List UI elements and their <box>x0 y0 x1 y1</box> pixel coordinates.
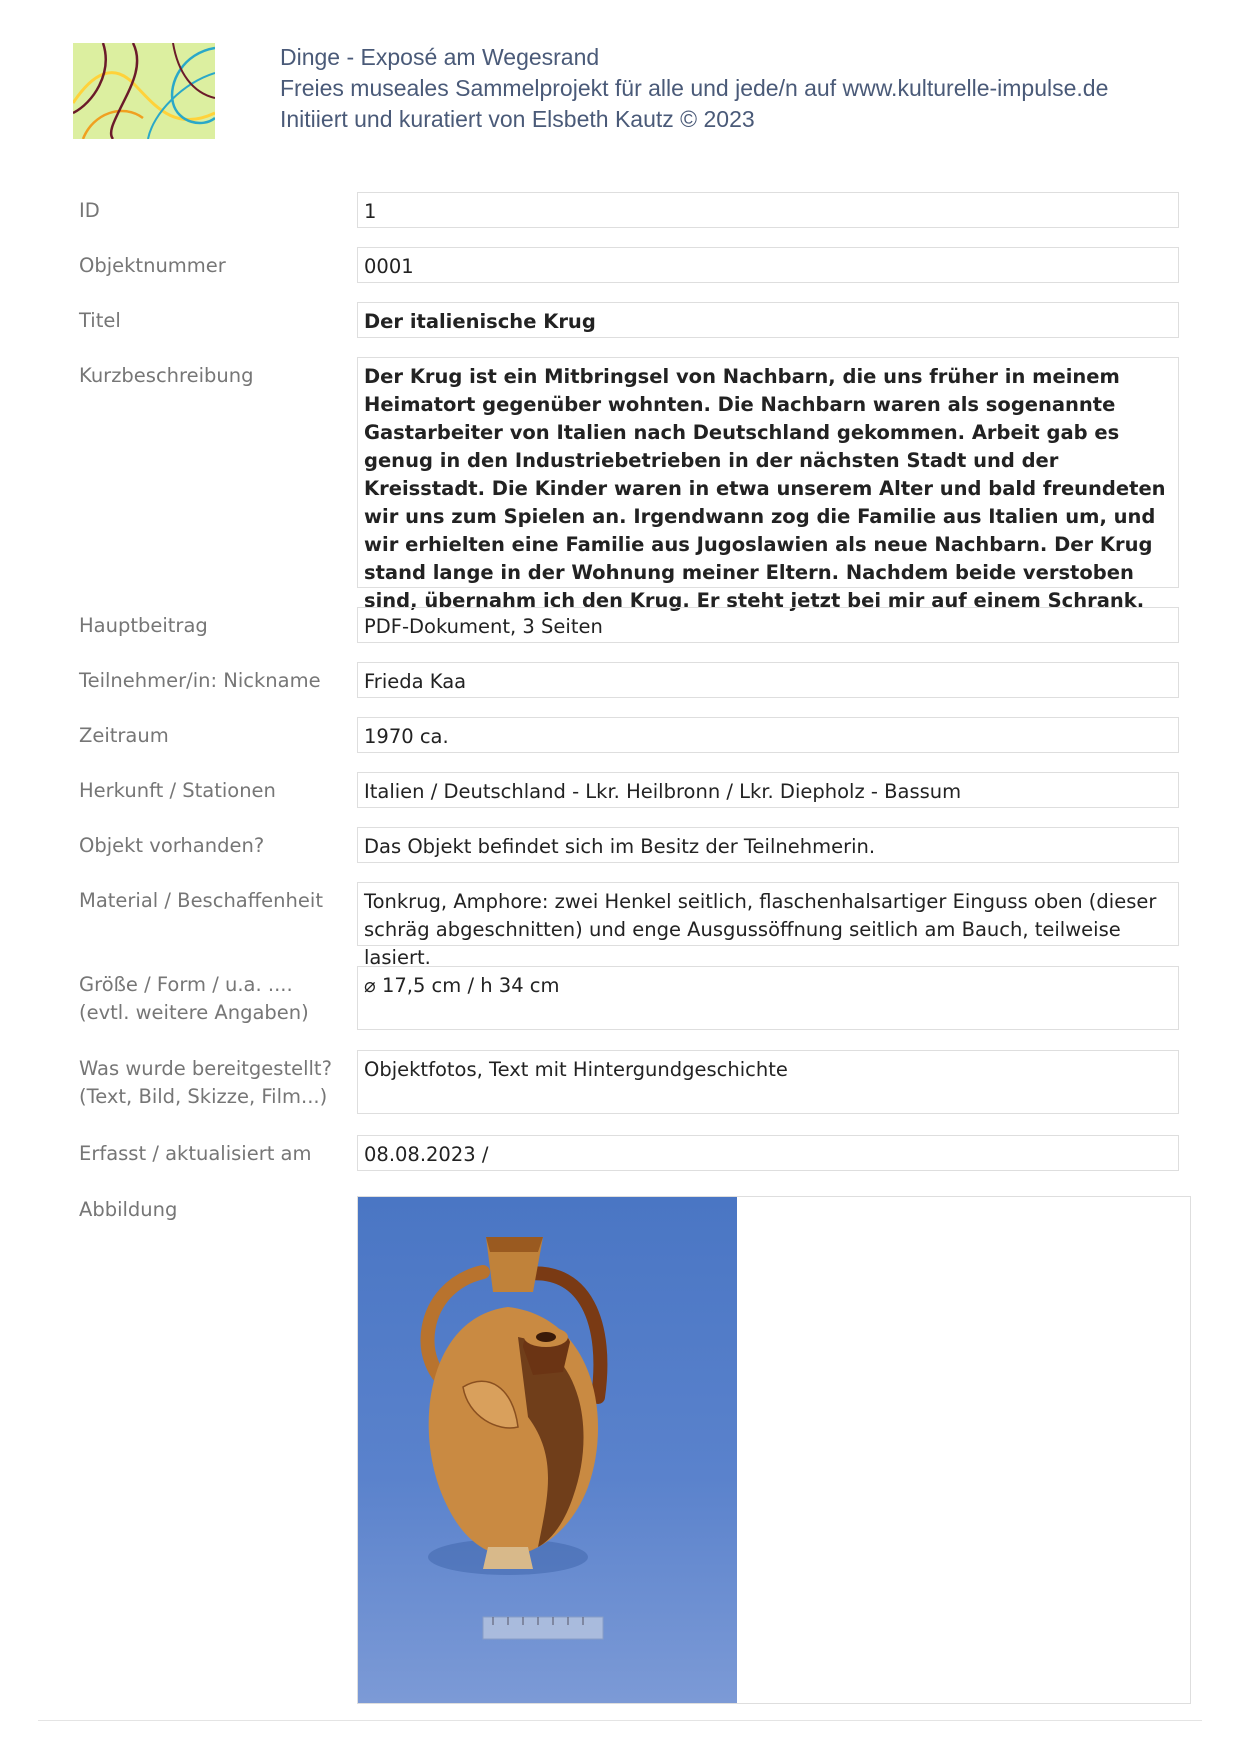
label-bereitgestellt-line1: Was wurde bereitgestellt? <box>79 1057 332 1080</box>
object-photo <box>358 1197 737 1703</box>
value-nickname: Frieda Kaa <box>357 662 1179 698</box>
value-erfasst: 08.08.2023 / <box>357 1135 1179 1171</box>
value-hauptbeitrag: PDF-Dokument, 3 Seiten <box>357 607 1179 643</box>
label-bereitgestellt-line2: (Text, Bild, Skizze, Film...) <box>79 1085 328 1108</box>
label-vorhanden: Objekt vorhanden? <box>79 834 265 857</box>
label-zeitraum: Zeitraum <box>79 724 169 747</box>
value-objektnummer: 0001 <box>357 247 1179 283</box>
value-kurzbeschreibung: Der Krug ist ein Mitbringsel von Nachbarn, die uns früher in meinem Heimatort gegenüber wohnten. Die Nachbarn waren als sogenannte Gastarbeiter von Italien nach Deutschland gekommen. Arbeit gab es genug in den Industriebetrieben in der nächsten Stadt und der Kreisstadt. Die Kinder waren in etwa unserem Alter und bald freundeten wir uns zum Spielen an. Irgendwann zog die Familie aus Italien um, und wir erhielten eine Familie aus Jugoslawien als neue Nachbarn. Der Krug stand lange in der Wohnung meiner Eltern. Nachdem beide verstoben sind, übernahm ich den Krug. Er steht jetzt bei mir auf einem Schrank. <box>357 357 1179 588</box>
header-credit: Initiiert und kuratiert von Elsbeth Kautz © 2023 <box>280 106 755 132</box>
value-groesse: ⌀ 17,5 cm / h 34 cm <box>357 966 1179 1030</box>
label-titel: Titel <box>79 309 121 332</box>
label-groesse <box>79 971 349 1027</box>
abbildung-frame <box>357 1196 1191 1704</box>
header-subtitle: Freies museales Sammelprojekt für alle und jede/n auf www.kulturelle-impulse.de <box>280 75 1109 101</box>
label-objektnummer: Objektnummer <box>79 254 226 277</box>
label-abbildung: Abbildung <box>79 1198 178 1221</box>
value-material: Tonkrug, Amphore: zwei Henkel seitlich, flaschenhalsartiger Einguss oben (dieser schräg abgeschnitten) und enge Ausgussöffnung seitlich am Bauch, teilweise lasiert. <box>357 882 1179 946</box>
label-groesse-line2: (evtl. weitere Angaben) <box>79 1001 309 1024</box>
label-id: ID <box>79 199 100 222</box>
value-id: 1 <box>357 192 1179 228</box>
label-erfasst: Erfasst / aktualisiert am <box>79 1142 312 1165</box>
header <box>280 42 1180 135</box>
label-groesse-line1: Größe / Form / u.a. .... <box>79 973 293 996</box>
value-titel: Der italienische Krug <box>357 302 1179 338</box>
header-title: Dinge - Exposé am Wegesrand <box>280 44 600 70</box>
footer-divider <box>38 1720 1202 1721</box>
label-material: Material / Beschaffenheit <box>79 889 323 912</box>
label-bereitgestellt <box>79 1055 349 1111</box>
value-herkunft: Italien / Deutschland - Lkr. Heilbronn / Lkr. Diepholz - Bassum <box>357 772 1179 808</box>
label-kurzbeschreibung: Kurzbeschreibung <box>79 364 254 387</box>
value-vorhanden: Das Objekt befindet sich im Besitz der Teilnehmerin. <box>357 827 1179 863</box>
label-herkunft: Herkunft / Stationen <box>79 779 276 802</box>
logo <box>73 43 215 139</box>
label-hauptbeitrag: Hauptbeitrag <box>79 614 208 637</box>
value-bereitgestellt: Objektfotos, Text mit Hintergundgeschichte <box>357 1050 1179 1114</box>
label-nickname: Teilnehmer/in: Nickname <box>79 669 321 692</box>
value-zeitraum: 1970 ca. <box>357 717 1179 753</box>
